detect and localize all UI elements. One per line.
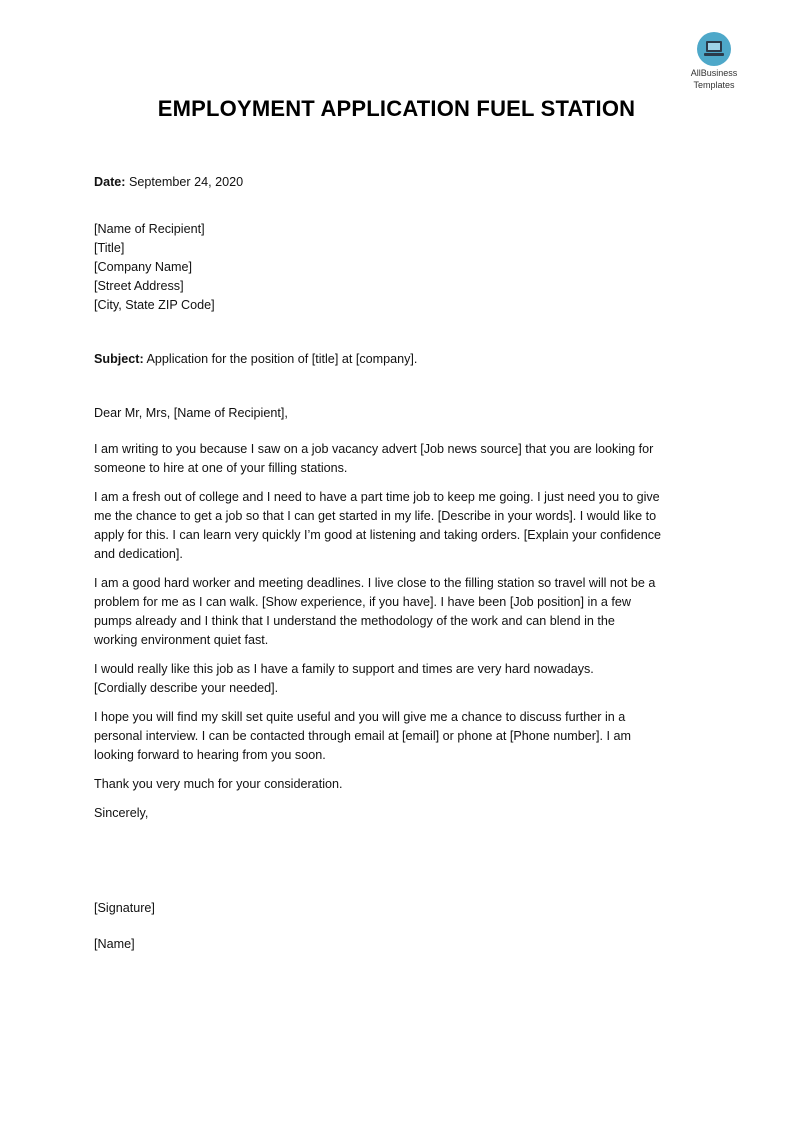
paragraph-line: I am a good hard worker and meeting deadlines. I live close to the filling station so travel will not be a <box>94 576 656 590</box>
paragraph-line: personal interview. I can be contacted through email at [email] or phone at [Phone number]. I am <box>94 729 631 743</box>
paragraph-line: I am a fresh out of college and I need to have a part time job to keep me going. I just need you to give <box>94 490 660 504</box>
letter-body <box>94 173 706 954</box>
closing: Sincerely, <box>94 806 149 820</box>
paragraph <box>94 660 706 698</box>
paragraph-line: pumps already and I think that I understand the methodology of the work and can blend in the <box>94 614 615 628</box>
subject-label: Subject: <box>94 352 144 366</box>
paragraph-line: someone to hire at one of your filling stations. <box>94 461 348 475</box>
paragraph-line: I am writing to you because I saw on a job vacancy advert [Job news source] that you are looking for <box>94 442 654 456</box>
paragraph <box>94 708 706 765</box>
address-line: [Street Address] <box>94 279 184 293</box>
paragraph-line: apply for this. I can learn very quickly I’m good at listening and taking orders. [Explain your confidence <box>94 528 662 542</box>
laptop-icon <box>697 32 731 66</box>
recipient-address <box>94 220 706 315</box>
paragraph-line: looking forward to hearing from you soon. <box>94 748 326 762</box>
signature-placeholder: [Signature] <box>94 901 155 915</box>
address-line: [Title] <box>94 241 125 255</box>
date-value: September 24, 2020 <box>129 175 244 189</box>
address-line: [Name of Recipient] <box>94 222 205 236</box>
allbusiness-logo <box>684 32 744 90</box>
logo-text-line1: AllBusiness <box>690 68 738 78</box>
paragraph-line: problem for me as I can walk. [Show experience, if you have]. I have been [Job position] in a few <box>94 595 631 609</box>
subject-value: Application for the position of [title] at [company]. <box>146 352 418 366</box>
paragraph <box>94 440 706 478</box>
paragraph-line: I hope you will find my skill set quite useful and you will give me a chance to discuss further in a <box>94 710 626 724</box>
paragraph <box>94 574 706 650</box>
name-placeholder: [Name] <box>94 937 135 951</box>
address-line: [Company Name] <box>94 260 192 274</box>
greeting: Dear Mr, Mrs, [Name of Recipient], <box>94 406 288 420</box>
paragraph <box>94 488 706 564</box>
paragraph-line: Thank you very much for your consideration. <box>94 777 343 791</box>
address-line: [City, State ZIP Code] <box>94 298 215 312</box>
paragraph-line: [Cordially describe your needed]. <box>94 681 279 695</box>
paragraph-line: working environment quiet fast. <box>94 633 269 647</box>
document-title: EMPLOYMENT APPLICATION FUEL STATION <box>157 96 636 121</box>
paragraph-line: I would really like this job as I have a family to support and times are very hard nowadays. <box>94 662 594 676</box>
date-label: Date: <box>94 175 126 189</box>
logo-text-line2: Templates <box>693 80 735 90</box>
paragraph-line: me the chance to get a job so that I can get started in my life. [Describe in your words]. I would like to <box>94 509 657 523</box>
subject-line <box>94 350 706 369</box>
paragraph <box>94 775 706 794</box>
date-line <box>94 173 706 192</box>
paragraph-line: and dedication]. <box>94 547 183 561</box>
